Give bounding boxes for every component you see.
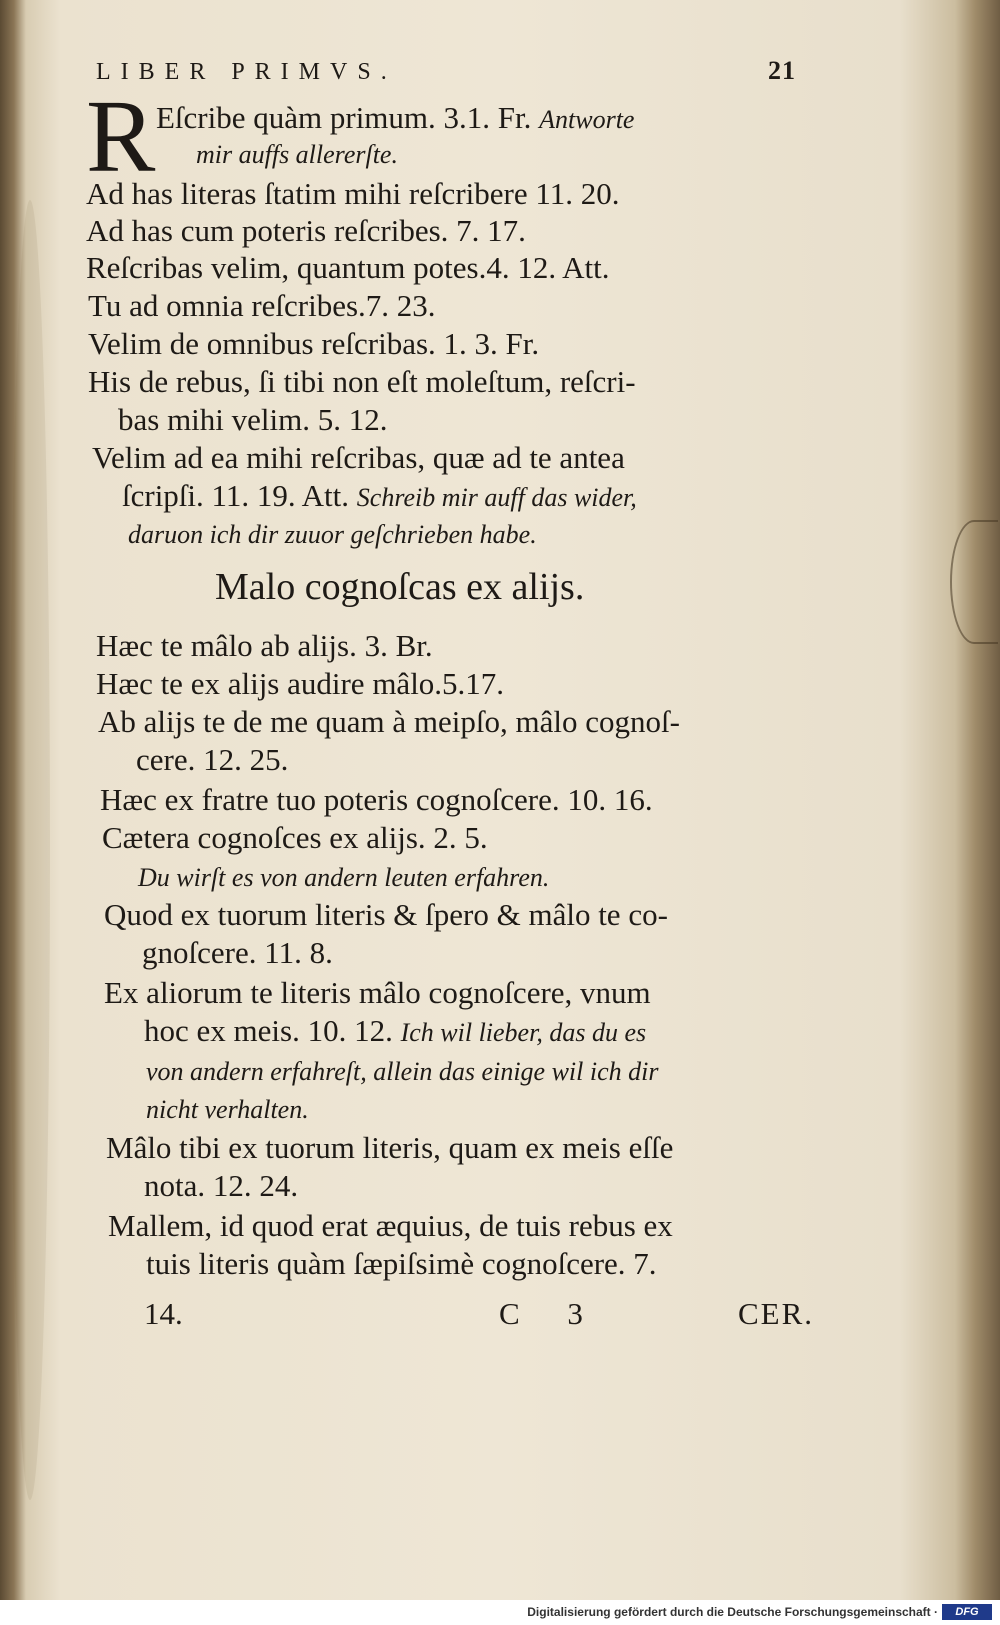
text-line: mir auffs allererſte. xyxy=(196,140,398,169)
text-line: von andern erfahreſt, allein das einige wil ich dir xyxy=(146,1057,659,1086)
text-line: His de rebus, ſi tibi non eſt moleſtum, reſcri- xyxy=(88,364,636,399)
text-line: Hæc te ex alijs audire mâlo.5.17. xyxy=(96,666,505,701)
funding-credit: Digitalisierung gefördert durch die Deutsche Forschungsgemeinschaft · xyxy=(527,1605,938,1619)
text-line: Du wirſt es von andern leuten erfahren. xyxy=(138,863,550,892)
text-line: Velim ad ea mihi reſcribas, quæ ad te antea xyxy=(92,440,625,475)
text-line: nota. 12. 24. xyxy=(144,1168,299,1203)
catchword: CER. xyxy=(737,1296,814,1331)
binding-clip xyxy=(950,520,998,644)
text-line: bas mihi velim. 5. 12. xyxy=(118,402,388,437)
text-line: tuis literis quàm ſæpiſsimè cognoſcere. 7. xyxy=(146,1246,657,1281)
text-line: Cætera cognoſces ex alijs. 2. 5. xyxy=(102,820,488,855)
text-line: Ex aliorum te literis mâlo cognoſcere, vnum xyxy=(104,975,651,1010)
text-line: Ab alijs te de me quam à meipſo, mâlo cognoſ- xyxy=(98,704,680,739)
dfg-logo: DFG xyxy=(942,1604,992,1620)
credit-strip xyxy=(0,1600,1000,1625)
text-line: Mâlo tibi ex tuorum literis, quam ex meis eſſe xyxy=(106,1130,674,1165)
text-line: Reſcribas velim, quantum potes.4. 12. Att. xyxy=(86,250,610,285)
drop-cap: R xyxy=(86,79,156,194)
text-line: daruon ich dir zuuor geſchrieben habe. xyxy=(128,520,537,549)
text-line: Velim de omnibus reſcribas. 1. 3. Fr. xyxy=(88,326,540,361)
text-line: cere. 12. 25. xyxy=(136,742,289,777)
page-number: 21 xyxy=(768,56,796,85)
text-line: Hæc te mâlo ab alijs. 3. Br. xyxy=(96,628,433,663)
text-line: Hæc ex fratre tuo poteris cognoſcere. 10. 16. xyxy=(100,782,653,817)
paper-stain xyxy=(10,200,50,1500)
last-line-number: 14. xyxy=(144,1296,183,1331)
text-line: Tu ad omnia reſcribes.7. 23. xyxy=(88,288,436,323)
text-line: Ad has literas ſtatim mihi reſcribere 11. 20. xyxy=(86,176,620,211)
text-line: ſcripſi. 11. 19. Att. Schreib mir auff das wider, xyxy=(122,478,637,513)
text-line: Quod ex tuorum literis & ſpero & mâlo te co- xyxy=(104,897,668,932)
text-line: gnoſcere. 11. 8. xyxy=(142,935,333,970)
text-line: Mallem, id quod erat æquius, de tuis rebus ex xyxy=(108,1208,673,1243)
section-heading: Malo cognoſcas ex alijs. xyxy=(215,566,585,608)
signature-mark: C 3 xyxy=(499,1296,603,1331)
text-line: Eſcribe quàm primum. 3.1. Fr. Antworte xyxy=(156,100,635,135)
text-line: Ad has cum poteris reſcribes. 7. 17. xyxy=(86,213,526,248)
running-header xyxy=(96,56,796,86)
running-title: LIBER PRIMVS. xyxy=(96,59,397,85)
text-line: hoc ex meis. 10. 12. Ich wil lieber, das du es xyxy=(144,1013,647,1048)
text-line: nicht verhalten. xyxy=(146,1095,309,1124)
